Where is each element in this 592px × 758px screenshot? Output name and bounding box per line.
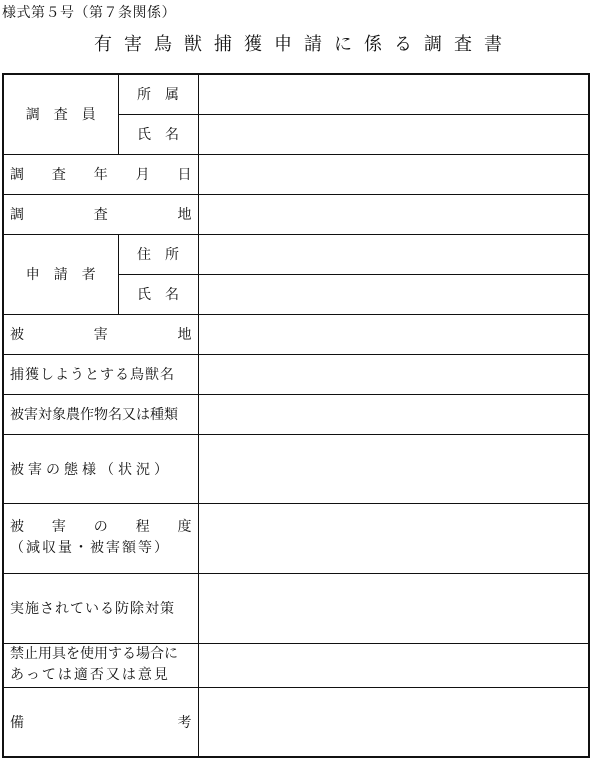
investigator-affiliation-field[interactable] (198, 74, 589, 114)
target-animal-label: 捕獲しようとする鳥獣名 (3, 354, 198, 394)
survey-place-field[interactable] (198, 194, 589, 234)
remarks-label: 備 考 (3, 687, 198, 757)
document-title: 有害鳥獣捕獲申請に係る調査書 (94, 34, 514, 55)
survey-date-label (3, 154, 198, 194)
applicant-address-field[interactable] (198, 234, 589, 274)
form-number: 様式第５号（第７条関係） (2, 5, 176, 21)
damage-degree-field[interactable] (198, 503, 589, 573)
investigator-name-field[interactable] (198, 114, 589, 154)
applicant-label: 申 請 者 (3, 234, 118, 314)
damage-state-label: 被害の態様（状況） (3, 434, 198, 503)
investigator-affiliation-label: 所 属 (118, 74, 198, 114)
target-animal-field[interactable] (198, 354, 589, 394)
damage-degree-label: 被 害 の 程 度 （減収量・被害額等） (3, 503, 198, 573)
applicant-address-label: 住 所 (118, 234, 198, 274)
damaged-crop-field[interactable] (198, 394, 589, 434)
damage-state-field[interactable] (198, 434, 589, 503)
survey-date-field[interactable] (198, 154, 589, 194)
prohibited-tools-field[interactable] (198, 643, 589, 687)
damage-place-field[interactable] (198, 314, 589, 354)
prohibited-tools-label: 禁止用具を使用する場合に あっては適否又は意見 (3, 643, 198, 687)
damaged-crop-label: 被害対象農作物名又は種類 (3, 394, 198, 434)
survey-form-table (2, 73, 590, 758)
countermeasures-field[interactable] (198, 573, 589, 643)
investigator-label: 調 査 員 (3, 74, 118, 154)
applicant-name-field[interactable] (198, 274, 589, 314)
countermeasures-label: 実施されている防除対策 (3, 573, 198, 643)
applicant-name-label: 氏 名 (118, 274, 198, 314)
remarks-field[interactable] (198, 687, 589, 757)
survey-place-label: 調 査 地 (3, 194, 198, 234)
damage-place-label: 被 害 地 (3, 314, 198, 354)
investigator-name-label: 氏 名 (118, 114, 198, 154)
survey-date-text: 調 査 年 月 日 (10, 167, 192, 183)
